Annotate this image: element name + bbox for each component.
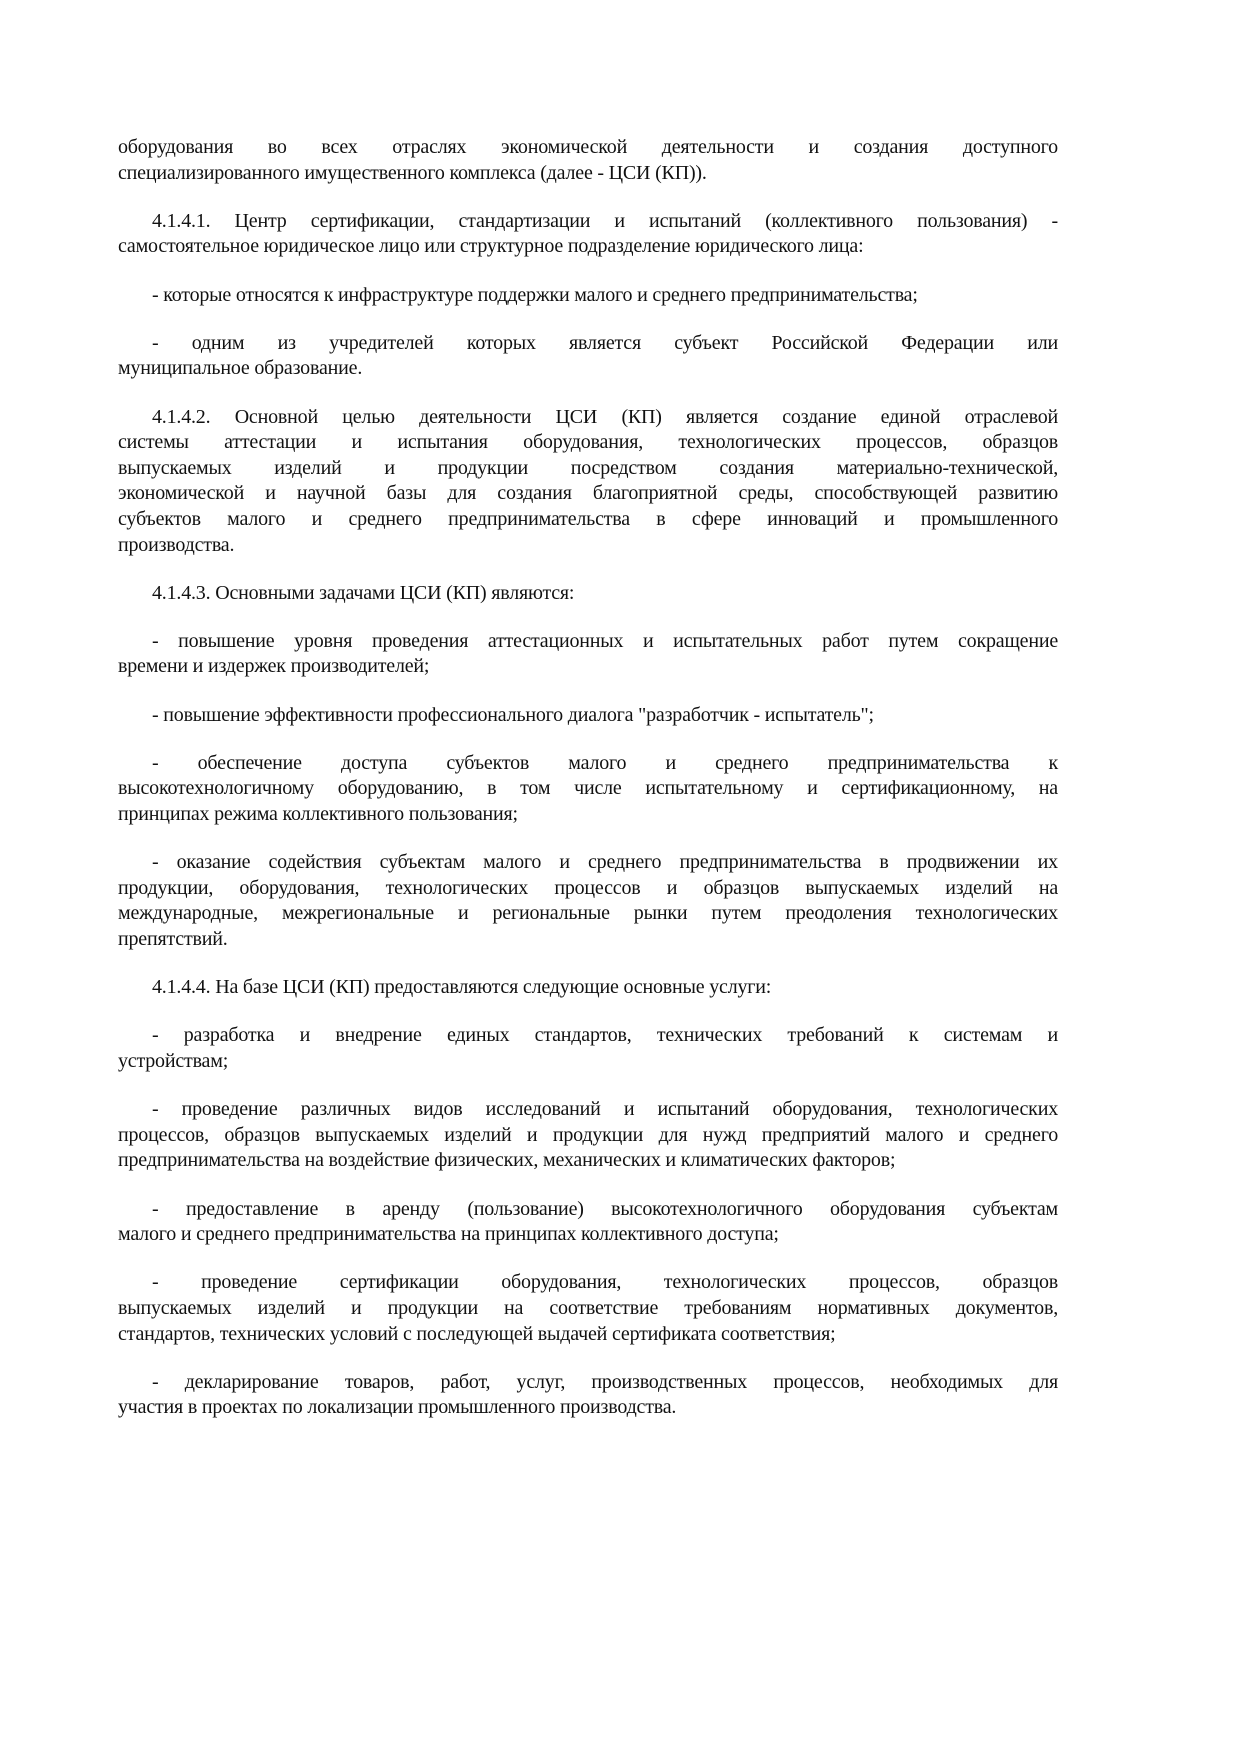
text-line: специализированного имущественного комплекса (далее - ЦСИ (КП)). (118, 161, 707, 184)
text-line: - одним из учредителей которых является субъект Российской Федерации или (152, 331, 1058, 354)
paragraph (118, 209, 1058, 260)
text-line: стандартов, технических условий с последующей выдачей сертификата соответствия; (118, 1322, 836, 1345)
paragraph (118, 850, 1058, 952)
text-line: времени и издержек производителей; (118, 655, 430, 678)
text-line: препятствий. (118, 928, 228, 950)
text-line: - предоставление в аренду (пользование) высокотехнологичного оборудования субъектам (152, 1197, 1058, 1220)
document-page (118, 135, 1058, 1443)
text-line: - обеспечение доступа субъектов малого и среднего предпринимательства к (152, 751, 1058, 774)
text-line: - повышение уровня проведения аттестационных и испытательных работ путем сокращение (152, 629, 1058, 652)
text-line: принципах режима коллективного пользования; (118, 803, 518, 826)
text-line: - декларирование товаров, работ, услуг, производственных процессов, необходимых для (152, 1370, 1058, 1393)
text-line: оборудования во всех отраслях экономической деятельности и создания доступного (118, 136, 1058, 158)
paragraph (118, 1197, 1058, 1248)
text-line: выпускаемых изделий и продукции посредством создания материально-технической, (118, 456, 1058, 479)
paragraph (118, 703, 1058, 729)
paragraph (118, 405, 1058, 559)
text-line: 4.1.4.4. На базе ЦСИ (КП) предоставляются следующие основные услуги: (152, 976, 772, 999)
paragraph (118, 135, 1058, 186)
paragraph (118, 331, 1058, 382)
paragraph (118, 751, 1058, 828)
paragraph (118, 1023, 1058, 1074)
text-line: высокотехнологичному оборудованию, в том числе испытательному и сертификационному, на (118, 777, 1058, 800)
text-line: - оказание содействия субъектам малого и среднего предпринимательства в продвижении их (152, 851, 1058, 874)
paragraph (118, 975, 1058, 1001)
text-line: - разработка и внедрение единых стандартов, технических требований к системам и (152, 1024, 1058, 1047)
text-line: международные, межрегиональные и региональные рынки путем преодоления технологических (118, 902, 1058, 925)
text-line: самостоятельное юридическое лицо или структурное подразделение юридического лица: (118, 235, 864, 258)
paragraph (118, 1370, 1058, 1421)
paragraph (118, 283, 1058, 309)
paragraph (118, 1270, 1058, 1347)
paragraph (118, 629, 1058, 680)
text-line: участия в проектах по локализации промышленного производства. (118, 1396, 677, 1419)
text-line: малого и среднего предпринимательства на принципах коллективного доступа; (118, 1223, 779, 1246)
text-line: - проведение сертификации оборудования, технологических процессов, образцов (152, 1271, 1058, 1294)
text-line: 4.1.4.2. Основной целью деятельности ЦСИ (КП) является создание единой отраслевой (152, 405, 1058, 428)
text-line: 4.1.4.3. Основными задачами ЦСИ (КП) являются: (152, 581, 575, 604)
text-line: - проведение различных видов исследований и испытаний оборудования, технологических (152, 1098, 1058, 1121)
text-line: субъектов малого и среднего предпринимательства в сфере инноваций и промышленного (118, 507, 1058, 530)
text-line: - которые относятся к инфраструктуре поддержки малого и среднего предпринимательства; (152, 283, 918, 306)
text-line: устройствам; (118, 1049, 229, 1072)
text-line: производства. (118, 533, 235, 556)
text-line: процессов, образцов выпускаемых изделий и продукции для нужд предприятий малого и среднего (118, 1123, 1058, 1146)
text-line: муниципальное образование. (118, 357, 363, 380)
text-line: - повышение эффективности профессионального диалога "разработчик - испытатель"; (152, 703, 874, 726)
paragraph (118, 1097, 1058, 1174)
paragraph (118, 581, 1058, 607)
text-line: 4.1.4.1. Центр сертификации, стандартизации и испытаний (коллективного пользования) - (152, 209, 1058, 232)
text-line: предпринимательства на воздействие физических, механических и климатических факторов; (118, 1149, 896, 1172)
text-line: выпускаемых изделий и продукции на соответствие требованиям нормативных документов, (118, 1296, 1058, 1319)
text-line: продукции, оборудования, технологических процессов и образцов выпускаемых изделий на (118, 876, 1058, 899)
text-line: системы аттестации и испытания оборудования, технологических процессов, образцов (118, 431, 1058, 454)
text-line: экономической и научной базы для создания благоприятной среды, способствующей развитию (118, 482, 1058, 505)
